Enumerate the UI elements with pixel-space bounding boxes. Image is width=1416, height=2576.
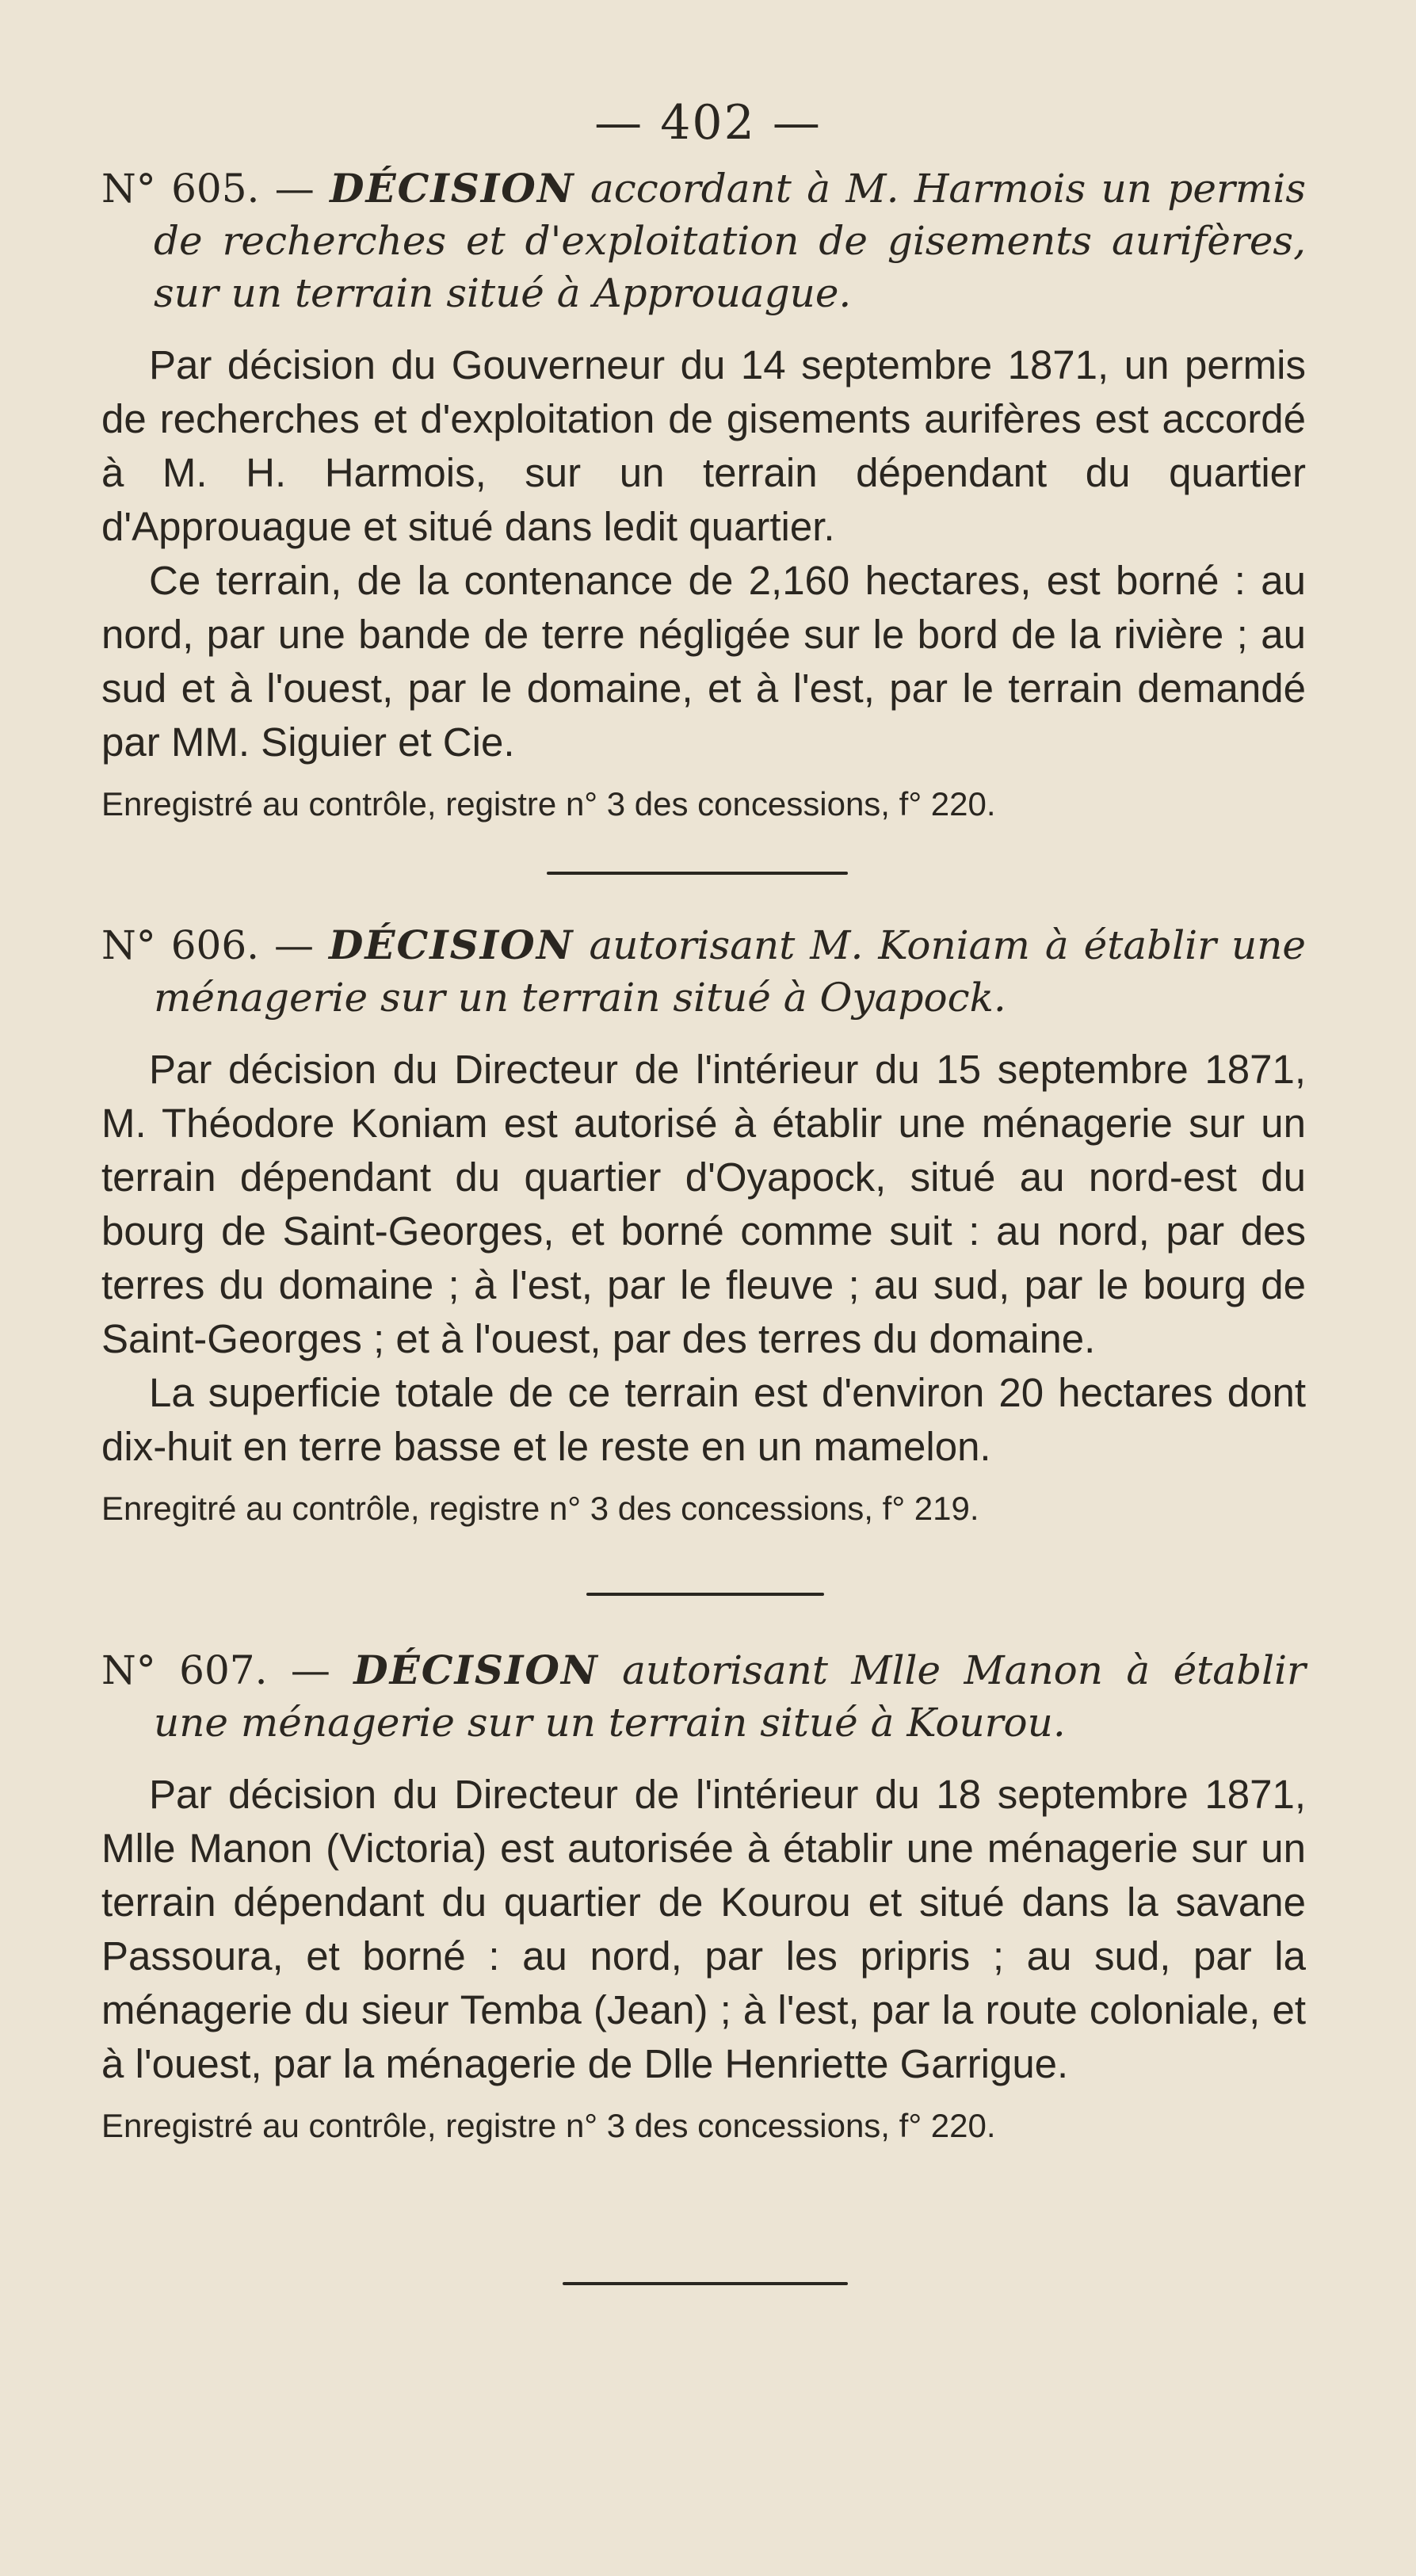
decision-label: DÉCISION <box>353 1647 599 1693</box>
entry-body <box>101 1043 1306 1474</box>
entry-heading <box>101 1644 1306 1749</box>
entry-number: N° 607. — <box>101 1647 330 1693</box>
entry-title: accordant à M. Harmois un permis de recherches et d'exploitation de gisements aurifères, sur un terrain situé à Approuague. <box>154 166 1306 316</box>
entry-title: autorisant M. Koniam à établir une ménagerie sur un terrain situé à Oyapock. <box>154 922 1306 1021</box>
decision-label: DÉCISION <box>329 922 574 968</box>
entry-607 <box>101 1644 1306 2150</box>
separator-rule <box>586 1593 824 1596</box>
entry-body <box>101 1768 1306 2091</box>
paragraph: Par décision du Directeur de l'intérieur du 15 septembre 1871, M. Théodore Koniam est autorisé à établir une ménagerie sur un terrain dépendant du quartier d'Oyapock, situé au nord-est du bourg de Saint-Georges, et borné comme suit : au nord, par des terres du domaine ; à l'est, par le fleuve ; au sud, par le bourg de Saint-Georges ; et à l'ouest, par des terres du domaine. <box>101 1047 1306 1361</box>
registration-note: Enregitré au contrôle, registre n° 3 des concessions, f° 219. <box>101 1490 979 1527</box>
entry-heading <box>101 919 1306 1024</box>
entry-606 <box>101 919 1306 1532</box>
entry-605 <box>101 162 1306 828</box>
separator-rule <box>563 2282 848 2285</box>
separator-rule <box>547 872 848 875</box>
entry-number: N° 606. — <box>101 922 315 968</box>
paragraph: Par décision du Directeur de l'intérieur du 18 septembre 1871, Mlle Manon (Victoria) est autorisée à établir une ménagerie sur un terrain dépendant du quartier de Kourou et situé dans la savane Passoura, et borné : au nord, par les pripris ; au sud, par la ménagerie du sieur Temba (Jean) ; à l'est, par la route coloniale, et à l'ouest, par la ménagerie de Dlle Henriette Garrigue. <box>101 1772 1306 2086</box>
page-number: — 402 — <box>594 95 822 151</box>
entry-number: N° 605. — <box>101 166 315 212</box>
entry-body <box>101 338 1306 769</box>
decision-label: DÉCISION <box>330 165 575 212</box>
registration-note: Enregistré au contrôle, registre n° 3 des concessions, f° 220. <box>101 785 996 822</box>
paragraph: Par décision du Gouverneur du 14 septembre 1871, un permis de recherches et d'exploitation de gisements aurifères est accordé à M. H. Harmois, sur un terrain dépendant du quartier d'Approuague et situé dans ledit quartier. <box>101 342 1306 549</box>
paragraph: Ce terrain, de la contenance de 2,160 hectares, est borné : au nord, par une bande de terre négligée sur le bord de la rivière ; au sud et à l'ouest, par le domaine, et à l'est, par le terrain demandé par MM. Siguier et Cie. <box>101 558 1306 765</box>
entry-title: autorisant Mlle Manon à établir une ménagerie sur un terrain situé à Kourou. <box>154 1647 1306 1746</box>
paragraph: La superficie totale de ce terrain est d'environ 20 hectares dont dix-huit en terre basse et le reste en un mamelon. <box>101 1370 1306 1469</box>
entry-heading <box>101 162 1306 319</box>
registration-note: Enregistré au contrôle, registre n° 3 des concessions, f° 220. <box>101 2107 996 2144</box>
